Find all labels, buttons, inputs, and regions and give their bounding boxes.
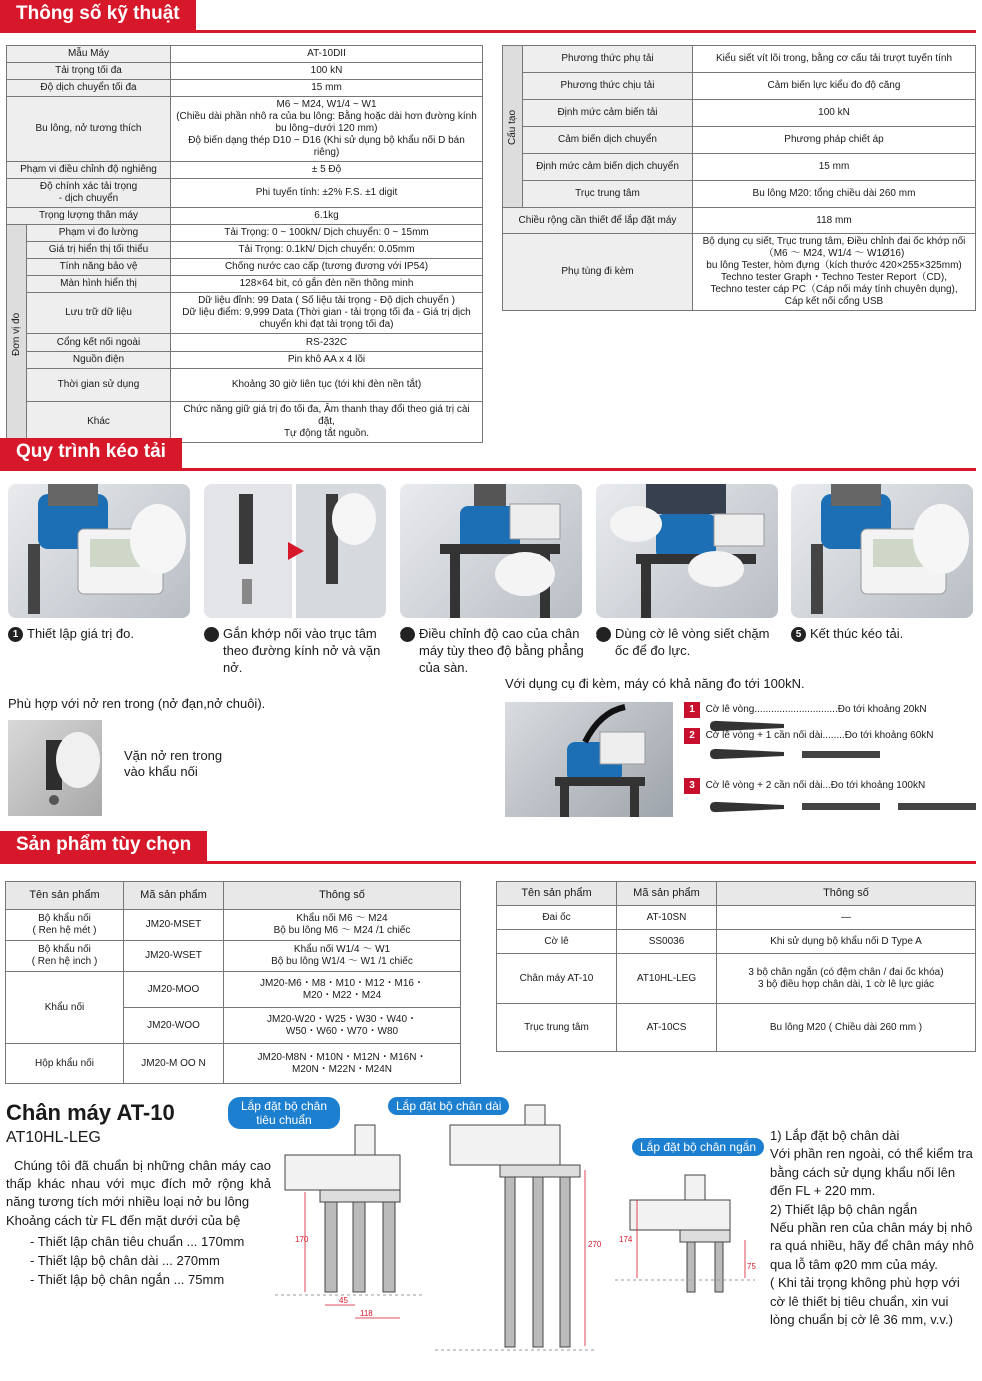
spec-value: Dữ liệu đỉnh: 99 Data ( Số liệu tải trọng - Độ dịch chuyển ) Dữ liệu điểm: 9,999 Data (Thời gian - tải trọng tối đa - Giá trị dịch chuyển khi đạt tải trọng tối đa) [171, 293, 483, 334]
tool-item-3: 3 Cờ lê vòng + 2 cần nối dài...Đo tới khoảng 100kN [684, 778, 925, 794]
column-header: Thông số [224, 882, 461, 910]
dim-label: 75 [747, 1262, 756, 1271]
table-row [7, 97, 483, 162]
legs-desc: Chúng tôi đã chuẩn bị những chân máy cao thấp khác nhau với mục đích mở rộng khả năng tương tích mới nhiều loại nở bu lông [6, 1158, 271, 1209]
spec-value: ± 5 Độ [171, 162, 483, 179]
table-row [503, 234, 976, 311]
group-label: Cấu tạo [503, 46, 523, 208]
spec-value: Cảm biến lực kiểu đo độ căng [693, 73, 976, 100]
spec-label: Lưu trữ dữ liệu [27, 293, 171, 334]
spec-table-left [6, 45, 483, 443]
legs-notes: 1) Lắp đặt bộ chân dài Với phần ren ngoài, có thể kiểm tra bằng cách sử dụng khẩu nối lên đến FL + 220 mm. 2) Thiết lập bộ chân ngắn Nếu phần ren của chân máy bị nhô ra quá nhiều, hãy để chân máy nhô qua lỗ tâm φ20 mm của máy. ( Khi tải trọng không phù hợp với cờ lê thiết bị tiêu chuẩn, xin vui lòng chuẩn bị cờ lê 36 mm, v.v.) [770, 1128, 974, 1328]
spec-label: Phạm vi đo lường [27, 225, 171, 242]
spec-value: Tải Trọng: 0 ~ 100kN/ Dịch chuyển: 0 ~ 15mm [171, 225, 483, 242]
table-row [497, 954, 976, 1004]
step-photo-3 [400, 484, 582, 618]
spec-label: Giá trị hiển thị tối thiểu [27, 242, 171, 259]
spec-value: 100 kN [171, 63, 483, 80]
step-photo-2 [204, 484, 386, 618]
callout-long: Lắp đặt bộ chân dài [388, 1097, 509, 1115]
tools-photo [505, 702, 673, 817]
product-spec: Bu lông M20 ( Chiều dài 260 mm ) [717, 1004, 976, 1052]
table-header-row [497, 882, 976, 906]
dim-label: 174 [619, 1235, 633, 1244]
product-spec: JM20-M8N・M10N・M12N・M16N・ M20N・M22N・M24N [224, 1044, 461, 1084]
table-row [503, 46, 976, 73]
table-row [6, 1044, 461, 1084]
spec-value: 6.1kg [171, 208, 483, 225]
extension-bar-icon [802, 803, 880, 810]
spec-table-right [502, 45, 976, 311]
spec-label: Độ chính xác tải trọng - dịch chuyển [7, 179, 171, 208]
product-code: AT10HL-LEG [617, 954, 717, 1004]
spec-value: Bộ dụng cụ siết, Trục trung tâm, Điều chỉnh đai ốc khớp nối （M6 ～ M24, W1/4 ～ W1Ø16) bu lông Tester, hòm đựng（kích thước 420×255×325mm) Techno tester Graph・Techno Tester Report（CD), Techno tester cáp PC（Cáp nối máy tính chuyên dụng), Cáp kết nối cổng USB [693, 234, 976, 311]
callout-standard: Lắp đặt bộ chân tiêu chuẩn [228, 1097, 340, 1129]
step-photo-1 [8, 484, 190, 618]
list-item: - Thiết lập chân tiêu chuẩn ... 170mm [30, 1234, 245, 1249]
step-photo-4 [596, 484, 778, 618]
spec-value: 100 kN [693, 100, 976, 127]
tool-item-1: 1 Cờ lê vòng..............................Đo tới khoảng 20kN [684, 702, 927, 718]
column-header: Mã sản phẩm [617, 882, 717, 906]
fit-caption: Vặn nở ren trong vào khẩu nối [124, 748, 223, 779]
product-name: Khẩu nối [6, 972, 124, 1044]
spec-value: Chống nước cao cấp (tương đương với IP54) [171, 259, 483, 276]
spec-label: Khác [27, 402, 171, 443]
step-photo-5 [791, 484, 973, 618]
legs-dist-list [30, 1232, 244, 1289]
product-spec: JM20-W20・W25・W30・W40・ W50・W60・W70・W80 [224, 1008, 461, 1044]
product-name: Đai ốc [497, 906, 617, 930]
product-code: JM20-WSET [124, 941, 224, 972]
spec-value: Bu lông M20: tổng chiều dài 260 mm [693, 181, 976, 208]
spec-label: Bu lông, nở tương thích [7, 97, 171, 162]
spec-value: Kiểu siết vít lõi trong, bằng cơ cấu tải trượt tuyến tính [693, 46, 976, 73]
spec-value: M6 ~ M24, W1/4 ~ W1 (Chiều dài phần nhô ra của bu lông: Bằng hoặc dài hơn đường kính bu lông~dưới 120 mm) Độ biến dạng thép D10 ~ D16 (Khi sử dụng bộ khẩu nối D bán riêng) [171, 97, 483, 162]
table-row [7, 162, 483, 179]
group-label: Đơn vị đo [7, 225, 27, 443]
table-row [503, 100, 976, 127]
legs-code: AT10HL-LEG [6, 1129, 101, 1146]
table-row [503, 127, 976, 154]
spec-label: Nguồn điện [27, 352, 171, 369]
spec-label: Phương thức chịu tải [523, 73, 693, 100]
options-table-left [5, 881, 461, 1084]
product-name: Bộ khẩu nối ( Ren hệ mét ) [6, 910, 124, 941]
product-code: AT-10CS [617, 1004, 717, 1052]
step-caption-1: 1 Thiết lập giá trị đo. [8, 625, 193, 642]
wrench-icon [708, 746, 788, 762]
product-spec: JM20-M6・M8・M10・M12・M16・ M20・M22・M24 [224, 972, 461, 1008]
section-title: Sản phẩm tùy chọn [0, 831, 207, 861]
spec-label: Phạm vi điều chỉnh độ nghiêng [7, 162, 171, 179]
callout-short: Lắp đặt bộ chân ngắn [632, 1138, 764, 1156]
section-process-header [0, 438, 976, 468]
spec-label: Phụ tùng đi kèm [503, 234, 693, 311]
tools-note: Với dụng cụ đi kèm, máy có khả năng đo tới 100kN. [505, 676, 805, 691]
spec-label: Trọng lượng thân máy [7, 208, 171, 225]
product-spec: — [717, 906, 976, 930]
spec-value: Pin khô AA x 4 lõi [171, 352, 483, 369]
spec-value: 118 mm [693, 208, 976, 234]
product-code: JM20-MOO [124, 972, 224, 1008]
extension-bar-icon [802, 751, 880, 758]
list-item: - Thiết lập bộ chân ngắn ... 75mm [30, 1272, 225, 1287]
spec-value: AT-10DII [171, 46, 483, 63]
section-options-header [0, 831, 976, 861]
dim-label: 45 [339, 1296, 348, 1305]
dim-label: 270 [588, 1240, 602, 1249]
spec-value: Chức năng giữ giá trị đo tối đa, Âm thanh thay đổi theo giá trị cài đặt, Tự động tắt nguồn. [171, 402, 483, 443]
table-row [7, 293, 483, 334]
spec-label: Thời gian sử dụng [27, 369, 171, 402]
product-name: Chân máy AT-10 [497, 954, 617, 1004]
table-row [7, 259, 483, 276]
spec-label: Màn hình hiển thị [27, 276, 171, 293]
table-row [503, 154, 976, 181]
spec-value: 128×64 bit, có gắn đèn nền thông minh [171, 276, 483, 293]
product-name: Trục trung tâm [497, 1004, 617, 1052]
spec-value: Phương pháp chiết áp [693, 127, 976, 154]
table-row [7, 334, 483, 352]
spec-value: Phi tuyến tính: ±2% F.S. ±1 digit [171, 179, 483, 208]
spec-value: 15 mm [171, 80, 483, 97]
table-row [503, 208, 976, 234]
table-row [7, 179, 483, 208]
section-specs-header [0, 0, 976, 30]
list-item: - Thiết lập bộ chân dài ... 270mm [30, 1253, 220, 1268]
legs-title: Chân máy AT-10 [6, 1100, 175, 1125]
spec-label: Độ dịch chuyển tối đa [7, 80, 171, 97]
extension-bar-icon [898, 803, 976, 810]
table-row [503, 181, 976, 208]
table-row [7, 80, 483, 97]
column-header: Tên sản phẩm [497, 882, 617, 906]
dim-label: 118 [360, 1309, 373, 1318]
table-row [6, 910, 461, 941]
spec-label: Tính năng bảo vệ [27, 259, 171, 276]
product-spec: Khẩu nối M6 ～ M24 Bộ bu lông M6 ～ M24 /1 chiếc [224, 910, 461, 941]
spec-label: Chiều rộng cần thiết để lắp đặt máy [503, 208, 693, 234]
table-row [497, 906, 976, 930]
table-row [7, 276, 483, 293]
product-code: JM20-MSET [124, 910, 224, 941]
column-header: Mã sản phẩm [124, 882, 224, 910]
product-code: JM20-M OO N [124, 1044, 224, 1084]
spec-value: 15 mm [693, 154, 976, 181]
product-code: JM20-WOO [124, 1008, 224, 1044]
product-code: AT-10SN [617, 906, 717, 930]
column-header: Tên sản phẩm [6, 882, 124, 910]
wrench-icon [708, 799, 788, 815]
product-name: Cờ lê [497, 930, 617, 954]
legs-dist-title: Khoảng cách từ FL đến mặt dưới của bệ [6, 1213, 241, 1228]
fit-note: Phù hợp với nở ren trong (nở đạn,nở chuôi). [8, 696, 266, 711]
tool-item-2: 2 Cờ lê vòng + 1 cần nối dài........Đo tới khoảng 60kN [684, 728, 934, 744]
table-row [7, 225, 483, 242]
fit-photo [8, 720, 102, 816]
product-spec: Khi sử dụng bộ khẩu nối D Type A [717, 930, 976, 954]
spec-value: Khoảng 30 giờ liên tục (tới khi đèn nền tắt) [171, 369, 483, 402]
product-spec: 3 bộ chân ngắn (có đệm chân / đai ốc khóa) 3 bộ điều hợp chân dài, 1 cờ lê lực giác [717, 954, 976, 1004]
table-row [6, 972, 461, 1008]
table-row [7, 402, 483, 443]
table-row [497, 930, 976, 954]
table-row [7, 63, 483, 80]
spec-value: Tải Trọng: 0.1kN/ Dịch chuyển: 0.05mm [171, 242, 483, 259]
step-caption-3: 3 Điều chỉnh độ cao của chân máy tùy theo độ bằng phẳng của sàn. [395, 626, 584, 675]
spec-label: Tải trọng tối đa [7, 63, 171, 80]
spec-label: Cổng kết nối ngoài [27, 334, 171, 352]
product-name: Hộp khẩu nối [6, 1044, 124, 1084]
spec-value: RS-232C [171, 334, 483, 352]
column-header: Thông số [717, 882, 976, 906]
dim-label: 170 [295, 1235, 309, 1244]
spec-label: Định mức cảm biến tải [523, 100, 693, 127]
table-row [7, 242, 483, 259]
table-header-row [6, 882, 461, 910]
step-caption-4: 4 Dùng cờ lê vòng siết chặm ốc để đo lực. [591, 626, 770, 658]
product-spec: Khẩu nối W1/4 ～ W1 Bộ bu lông W1/4 ～ W1 /1 chiếc [224, 941, 461, 972]
step-caption-5: 5 Kết thúc kéo tải. [791, 625, 976, 642]
table-row [497, 1004, 976, 1052]
spec-label: Cảm biến dịch chuyển [523, 127, 693, 154]
spec-label: Trục trung tâm [523, 181, 693, 208]
spec-label: Mẫu Máy [7, 46, 171, 63]
spec-label: Định mức cảm biến dịch chuyển [523, 154, 693, 181]
product-code: SS0036 [617, 930, 717, 954]
options-table-right [496, 881, 976, 1052]
table-row [7, 208, 483, 225]
table-row [7, 46, 483, 63]
step-caption-2: 2 Gắn khớp nối vào trục tâm theo đường kính nở và vặn nở. [199, 626, 381, 675]
section-title: Quy trình kéo tải [0, 438, 182, 468]
spec-label: Phương thức phụ tải [523, 46, 693, 73]
section-title: Thông số kỹ thuật [0, 0, 196, 30]
table-row [7, 352, 483, 369]
table-row [503, 73, 976, 100]
product-name: Bộ khẩu nối ( Ren hệ inch ) [6, 941, 124, 972]
table-row [7, 369, 483, 402]
table-row [6, 941, 461, 972]
